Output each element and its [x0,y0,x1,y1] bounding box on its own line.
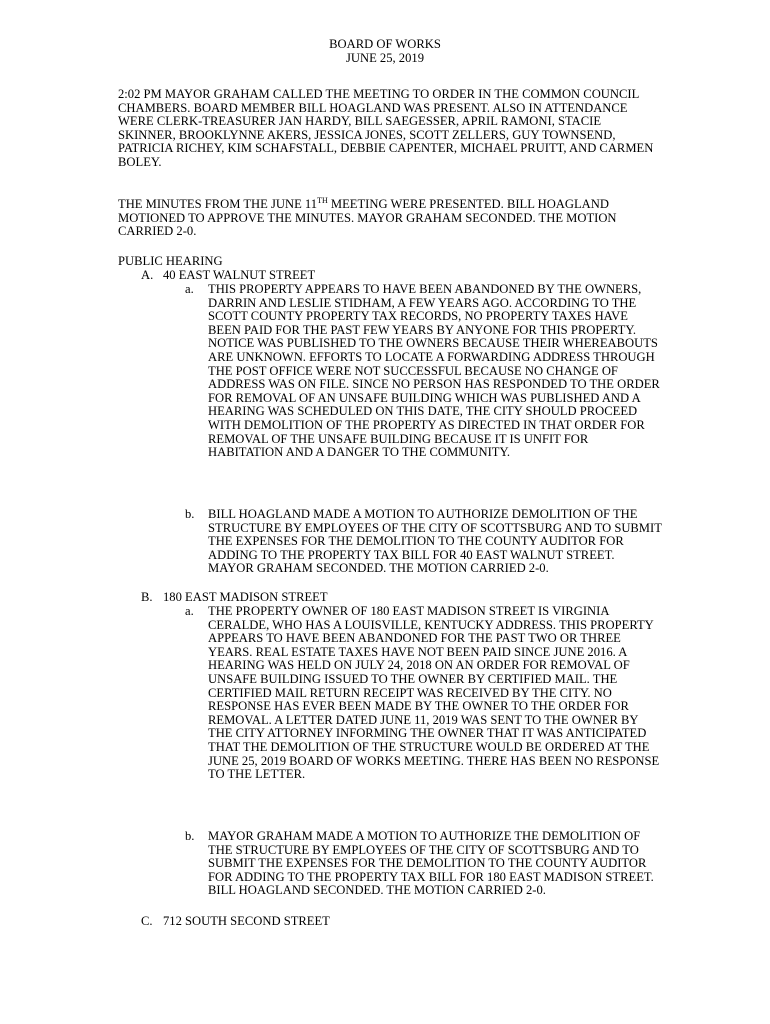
subitem-mark: b. [185,507,195,521]
item-letter: B. [141,590,153,604]
subitem-mark: a. [185,604,194,618]
subitem-text: THE PROPERTY OWNER OF 180 EAST MADISON STREET IS VIRGINIA CERALDE, WHO HAS A LOUISVILLE, KENTUCKY ADDRESS. THIS PROPERTY APPEARS TO HAVE BEEN ABANDONED FOR THE PAST TWO OR THREE YEARS. REAL ESTATE TAXES HAVE NOT BEEN PAID SINCE JUNE 2016. A HEARING WAS HELD ON JULY 24, 2018 ON AN ORDER FOR REMOVAL OF UNSAFE BUILDING ISSUED TO THE OWNER BY CERTIFIED MAIL. THE CERTIFIED MAIL RETURN RECEIPT WAS RECEIVED BY THE CITY. NO RESPONSE HAS EVER BEEN MADE BY THE OWNER TO THE ORDER FOR REMOVAL. A LETTER DATED JUNE 11, 2019 WAS SENT TO THE OWNER BY THE CITY ATTORNEY INFORMING THE OWNER THAT IT WAS ANTICIPATED THAT THE DEMOLITION OF THE STRUCTURE WOULD BE ORDERED AT THE JUNE 25, 2019 BOARD OF WORKS MEETING. THERE HAS BEEN NO RESPONSE TO THE LETTER. [208,604,660,782]
minutes-paragraph [118,195,658,239]
subitem-text: THIS PROPERTY APPEARS TO HAVE BEEN ABANDONED BY THE OWNERS, DARRIN AND LESLIE STIDHAM, A FEW YEARS AGO. ACCORDING TO THE SCOTT COUNTY PROPERTY TAX RECORDS, NO PROPERTY TAXES HAVE BEEN PAID FOR THE PAST FEW YEARS BY ANYONE FOR THIS PROPERTY. NOTICE WAS PUBLISHED TO THE OWNERS BECAUSE THEIR WHEREABOUTS ARE UNKNOWN. EFFORTS TO LOCATE A FORWARDING ADDRESS THROUGH THE POST OFFICE WERE NOT SUCCESSFUL BECAUSE NO CHANGE OF ADDRESS WAS ON FILE. SINCE NO PERSON HAS RESPONDED TO THE ORDER FOR REMOVAL OF AN UNSAFE BUILDING WHICH WAS PUBLISHED AND A HEARING WAS SCHEDULED ON THIS DATE, THE CITY SHOULD PROCEED WITH DEMOLITION OF THE PROPERTY AS DIRECTED IN THAT ORDER FOR REMOVAL OF THE UNSAFE BUILDING BECAUSE IT IS UNFIT FOR HABITATION AND A DANGER TO THE COMMUNITY. [208,282,660,460]
subitem-mark: b. [185,829,195,843]
subitem-mark: a. [185,282,194,296]
item-title: 40 EAST WALNUT STREET [163,268,316,282]
minutes-text-start: THE MINUTES FROM THE JUNE 11 [118,197,318,211]
item-title: 180 EAST MADISON STREET [163,590,328,604]
opening-paragraph: 2:02 PM MAYOR GRAHAM CALLED THE MEETING TO ORDER IN THE COMMON COUNCIL CHAMBERS. BOARD MEMBER BILL HOAGLAND WAS PRESENT. ALSO IN ATTENDANCE WERE CLERK-TREASURER JAN HARDY, BILL SAEGESSER, APRIL RAMONI, STACIE SKINNER, BROOKLYNNE AKERS, JESSICA JONES, SCOTT ZELLERS, GUY TOWNSEND, PATRICIA RICHEY, KIM SCHAFSTALL, DEBBIE CAPENTER, MICHAEL PRUITT, AND CARMEN BOLEY. [118,87,654,169]
subitem-text: MAYOR GRAHAM MADE A MOTION TO AUTHORIZE THE DEMOLITION OF THE STRUCTURE BY EMPLOYEES OF THE CITY OF SCOTTSBURG AND TO SUBMIT THE EXPENSES FOR THE DEMOLITION TO THE COUNTY AUDITOR FOR ADDING TO THE PROPERTY TAX BILL FOR 180 EAST MADISON STREET. BILL HOAGLAND SECONDED. THE MOTION CARRIED 2-0. [208,829,654,898]
minutes-ordinal-suffix: TH [317,195,328,205]
item-letter: C. [141,914,153,928]
minutes-text-end: MEETING WERE PRESENTED. BILL HOAGLAND MOTIONED TO APPROVE THE MINUTES. MAYOR GRAHAM SECONDED. THE MOTION CARRIED 2-0. [118,197,617,239]
public-hearing-heading: PUBLIC HEARING [118,254,223,268]
document-date: JUNE 25, 2019 [345,51,424,65]
item-letter: A. [141,268,154,282]
subitem-text: BILL HOAGLAND MADE A MOTION TO AUTHORIZE DEMOLITION OF THE STRUCTURE BY EMPLOYEES OF THE CITY OF SCOTTSBURG AND TO SUBMIT THE EXPENSES FOR THE DEMOLITION TO THE COUNTY AUDITOR FOR ADDING TO THE PROPERTY TAX BILL FOR 40 EAST WALNUT STREET. MAYOR GRAHAM SECONDED. THE MOTION CARRIED 2-0. [208,507,662,576]
item-title: 712 SOUTH SECOND STREET [163,914,330,928]
document-title: BOARD OF WORKS [329,37,441,51]
